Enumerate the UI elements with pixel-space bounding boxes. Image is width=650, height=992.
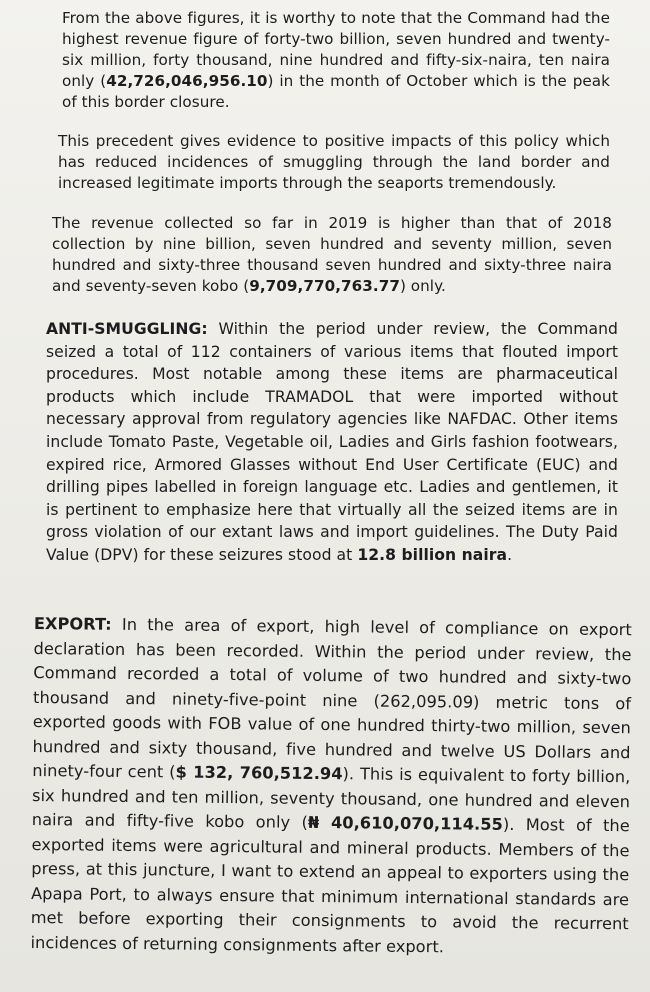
seizure-dpv-amount: 12.8 billion naira [357,545,508,564]
paragraph-text: ). Most of the exported items were agricultural and mineral products. Members of the press, at this juncture, I want to extend an appeal to exporters using the Apapa Port, to always ensure that minimum international standards are met before exporting their consignments to avoid the recurrent incidences of returning consignments after export. [30,814,630,956]
section-heading-anti-smuggling: ANTI-SMUGGLING: [46,320,208,338]
paragraph-text: The revenue collected so far in 2019 is higher than that of 2018 collection by nine billion, seven hundred and seventy million, seven hundred and sixty-three thousand seven hundred and sixty-three naira and seventy-seven kobo ( [52,214,612,295]
paragraph-export [30,612,632,961]
paragraph-precedent [58,131,610,194]
paragraph-text: ) in the month of October which is the peak of this border closure. [62,72,611,111]
paragraph-text: From the above figures, it is worthy to note that the Command had the highest revenue figure of forty-two billion, seven hundred and twenty-six million, forty thousand, nine hundred and fifty-six-naira, ten naira only ( [62,9,610,90]
paragraph-revenue-october [62,8,610,113]
revenue-amount: 42,726,046,956.10 [106,72,268,90]
export-fob-usd-amount: $ 132, 760,512.94 [175,762,343,784]
paragraph-text: ) only. [399,277,446,295]
paragraph-anti-smuggling [46,318,618,567]
export-naira-amount: ₦ 40,610,070,114.55 [307,812,504,834]
paragraph-text: ). This is equivalent to forty billion, six hundred and ten million, seventy thousand, one hundred and eleven naira and fifty-five kobo only ( [31,764,631,832]
paragraph-text: Within the period under review, the Command seized a total of 112 containers of various items that flouted import procedures. Most notable among these items are pharmaceutical products which include TRAMADOL that were imported without necessary approval from regulatory agencies like NAFDAC. Other items include Tomato Paste, Vegetable oil, Ladies and Girls fashion footwears, expired rice, Armored Glasses without End User Certificate (EUC) and drilling pipes labelled in foreign language etc. Ladies and gentlemen, it is pertinent to emphasize here that virtually all the seized items are in gross violation of our extant laws and import guidelines. The Duty Paid Value (DPV) for these seizures stood at [46,320,618,564]
paragraph-text: In the area of export, high level of compliance on export declaration has been recorded. Within the period under review, the Command recorded a total of volume of two hundred and sixty-two thousand and ninety-five-point nine (262,095.09) metric tons of exported goods with FOB value of one hundred thirty-two million, seven hundred and sixty thousand, five hundred and twelve US Dollars and ninety-four cent ( [32,614,632,782]
revenue-difference-amount: 9,709,770,763.77 [249,277,400,295]
paragraph-text: . [507,545,513,564]
paragraph-revenue-2019 [52,213,612,297]
section-heading-export: EXPORT: [33,613,112,634]
paragraph-text: This precedent gives evidence to positive impacts of this policy which has reduced incidences of smuggling through the land border and increased legitimate imports through the seaports tremendously. [58,132,610,192]
